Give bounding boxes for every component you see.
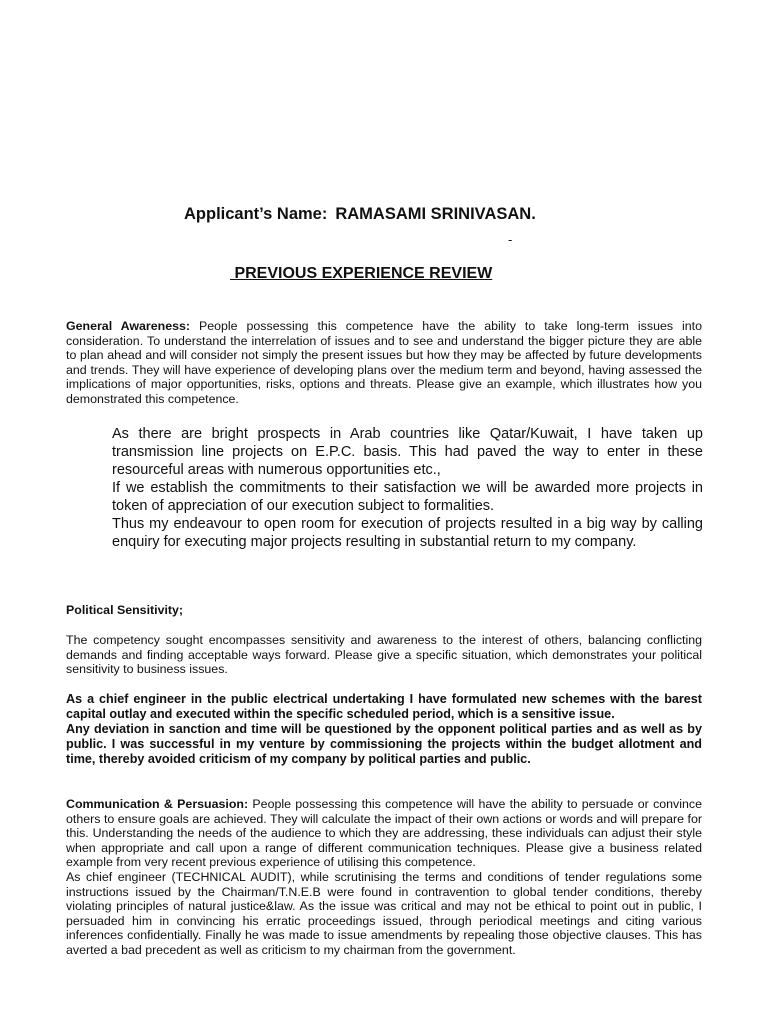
answer-paragraph: Thus my endeavour to open room for execution of projects resulted in a big way by calling enquiry for executing major projects resulting in substantial return to my company. <box>112 516 703 550</box>
applicant-name: RAMASAMI SRINIVASAN. <box>335 205 536 223</box>
communication-text: People possessing this competence will have the ability to persuade or convince others to ensure goals are achieved. They will calculate the impact of their own actions or words and will prepare for this. Understanding the needs of the audience to which they are addressing, these individuals can adjust their style when appropriate and call upon a range of different communication techniques. Please give a business related example from very recent previous experience of utilising this competence. <box>66 797 702 870</box>
communication-question <box>66 797 702 870</box>
political-sensitivity-heading: Political Sensitivity; <box>66 603 184 617</box>
general-awareness-question <box>66 319 702 407</box>
political-sensitivity-answer <box>66 692 702 767</box>
answer-paragraph: Any deviation in sanction and time will be questioned by the opponent political parties and as well as by public. I was successful in my venture by commissioning the projects within the budget allotment and time, thereby avoided criticism of my company by political parties and public. <box>66 722 702 766</box>
general-awareness-heading: General Awareness: <box>66 319 190 333</box>
communication-heading: Communication & Persuasion: <box>66 797 249 811</box>
answer-paragraph: As a chief engineer in the public electrical undertaking I have formulated new schemes with the barest capital outlay and executed within the specific scheduled period, which is a sensitive issue. <box>66 692 702 721</box>
political-sensitivity-question: The competency sought encompasses sensitivity and awareness to the interest of others, balancing conflicting demands and finding acceptable ways forward. Please give a specific situation, which demonstrates your political sensitivity to business issues. <box>66 633 702 677</box>
applicant-line <box>184 205 536 224</box>
communication-answer: As chief engineer (TECHNICAL AUDIT), while scrutinising the terms and conditions of tender regulations some instructions issued by the Chairman/T.N.E.B were found in contravention to global tender conditions, thereby violating principles of natural justice&law. As the issue was critical and may not be ethical to point out in public, I persuaded him in convincing his erratic proceedings issued, through periodical meetings and citing various inferences confidentially. Finally he was made to issue amendments by repealing those objective clauses. This has averted a bad precedent as well as criticism to my chairman from the government. <box>66 870 702 957</box>
applicant-label: Applicant’s Name: <box>184 205 328 223</box>
general-awareness-answer <box>112 425 703 551</box>
dash-mark: - <box>508 232 513 247</box>
general-awareness-text: People possessing this competence have the ability to take long-term issues into consideration. To understand the interrelation of issues and to see and understand the bigger picture they are able to plan ahead and will consider not simply the present issues but how they may be affected by future developments and trends. They will have experience of developing plans over the medium term and beyond, having assessed the implications of major opportunities, risks, options and threats. Please give an example, which illustrates how you demonstrated this competence. <box>66 319 702 406</box>
answer-paragraph: If we establish the commitments to their satisfaction we will be awarded more projects in token of appreciation of our execution subject to formalities. <box>112 480 703 514</box>
answer-paragraph: As there are bright prospects in Arab countries like Qatar/Kuwait, I have taken up transmission line projects on E.P.C. basis. This had paved the way to enter in these resourceful areas with numerous opportunities etc., <box>112 426 703 478</box>
review-title: PREVIOUS EXPERIENCE REVIEW <box>230 265 493 282</box>
